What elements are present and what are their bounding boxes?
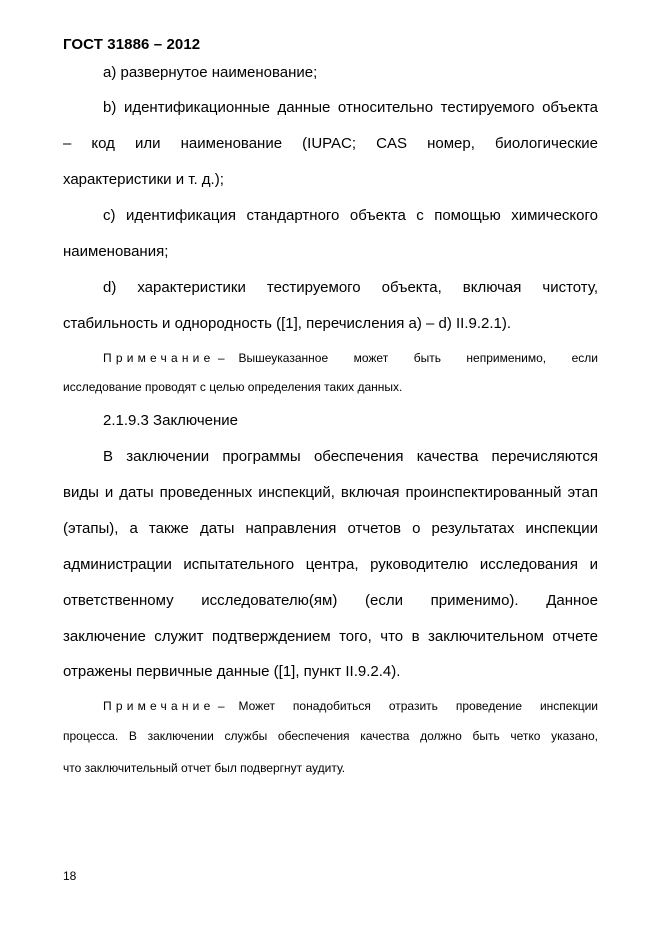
note-1-line-2: исследование проводят с целью определения таких данных. bbox=[63, 380, 403, 394]
para-line-3: (этапы), а также даты направления отчетов о результатах инспекции bbox=[63, 520, 598, 537]
note-1-dash: – bbox=[217, 351, 225, 365]
para-line-5: ответственному исследователю(ям) (если применимо). Данное bbox=[63, 592, 598, 609]
note-2-line-1 bbox=[103, 698, 598, 714]
para-line-7: отражены первичные данные ([1], пункт II.9.2.4). bbox=[63, 663, 401, 680]
para-line-2: виды и даты проведенных инспекций, включая проинспектированный этап bbox=[63, 484, 598, 501]
para-line-4: администрации испытательного центра, руководителю исследования и bbox=[63, 556, 598, 573]
note-2-label-group bbox=[103, 698, 225, 714]
item-a: а) развернутое наименование; bbox=[103, 64, 318, 81]
item-c-line-1: с) идентификация стандартного объекта с помощью химического bbox=[103, 207, 598, 224]
note-1-label-group bbox=[103, 350, 225, 366]
para-line-6: заключение служит подтверждением того, что в заключительном отчете bbox=[63, 628, 598, 645]
page-number: 18 bbox=[63, 869, 77, 883]
item-b-line-2: – код или наименование (IUPAC; CAS номер, биологические bbox=[63, 135, 598, 152]
note-2-line-2: процесса. В заключении службы обеспечения качества должно быть четко указано, bbox=[63, 729, 598, 743]
item-b-line-1: b) идентификационные данные относительно тестируемого объекта bbox=[103, 99, 598, 116]
item-c-line-2: наименования; bbox=[63, 243, 169, 260]
item-d-line-2: стабильность и однородность ([1], перечисления а) – d) II.9.2.1). bbox=[63, 315, 512, 332]
item-d-line-1: d) характеристики тестируемого объекта, включая чистоту, bbox=[103, 279, 598, 296]
item-b-line-3: характеристики и т. д.); bbox=[63, 171, 224, 188]
note-2-text: Может понадобиться отразить проведение инспекции bbox=[238, 699, 598, 713]
note-2-dash: – bbox=[217, 699, 225, 713]
note-2-label: Примечание bbox=[103, 699, 215, 713]
note-1-line-1 bbox=[103, 350, 598, 366]
note-1-text: Вышеуказанное может быть неприменимо, если bbox=[238, 351, 598, 365]
document-code: ГОСТ 31886 – 2012 bbox=[63, 36, 201, 53]
section-heading: 2.1.9.3 Заключение bbox=[103, 412, 239, 429]
para-line-1: В заключении программы обеспечения качества перечисляются bbox=[103, 448, 598, 465]
note-1-label: Примечание bbox=[103, 351, 215, 365]
note-2-line-3: что заключительный отчет был подвергнут аудиту. bbox=[63, 761, 346, 775]
